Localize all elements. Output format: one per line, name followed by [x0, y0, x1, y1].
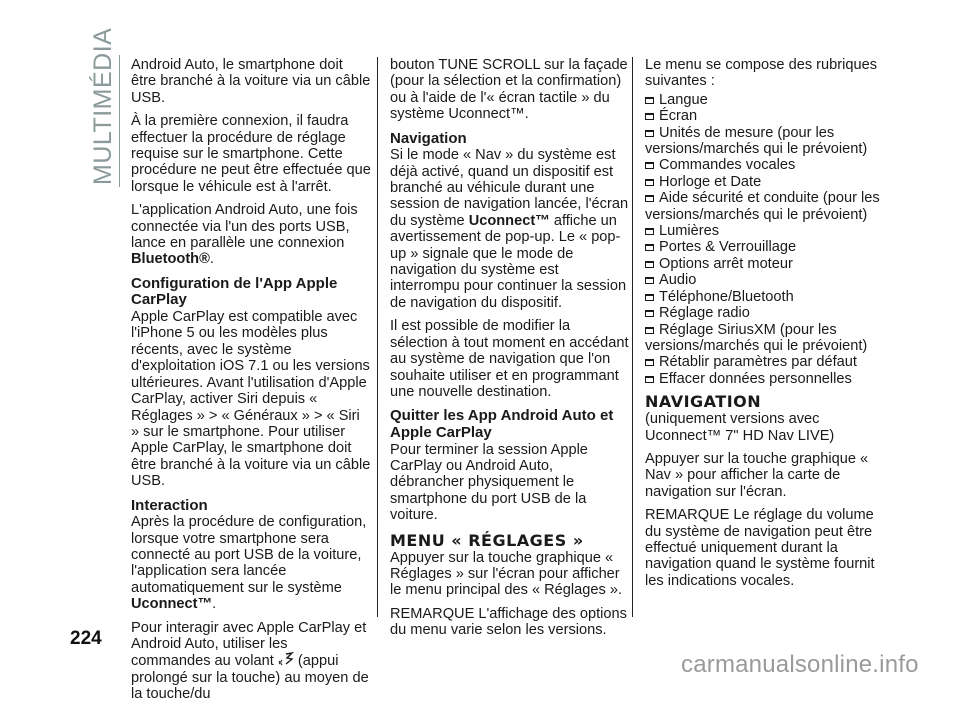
section-tab-label: MULTIMÉDIA	[89, 27, 117, 185]
list-item: Options arrêt moteur	[645, 256, 890, 272]
bold-term: Bluetooth®	[131, 251, 210, 268]
checkbox-bullet-icon	[645, 261, 654, 268]
list-item: Réglage radio	[645, 305, 890, 321]
heading-navigation-section: NAVIGATION	[645, 392, 762, 412]
section-tab	[88, 27, 118, 185]
paragraph: Appuyer sur la touche graphique « Nav » pour afficher la carte de navigation sur l'écran.	[645, 450, 869, 500]
bold-term: Uconnect™	[468, 212, 550, 229]
heading-quit-apps: Quitter les App Android Auto et Apple CarPlay	[390, 407, 614, 441]
column-divider	[377, 57, 378, 617]
paragraph: REMARQUE L'affichage des options du menu varie selon les versions.	[390, 605, 627, 639]
checkbox-bullet-icon	[645, 130, 654, 137]
checkbox-bullet-icon	[645, 179, 654, 186]
bold-term: Uconnect™	[131, 596, 213, 613]
checkbox-bullet-icon	[645, 277, 654, 284]
list-item: Lumières	[645, 223, 890, 239]
checkbox-bullet-icon	[645, 376, 654, 383]
checkbox-bullet-icon	[645, 228, 654, 235]
column-divider	[632, 57, 633, 617]
paragraph: REMARQUE Le réglage du volume du système de navigation peut être effectué uniquement durant la navigation quand le système fournit les indications vocales.	[645, 507, 875, 589]
list-item: Effacer données personnelles	[645, 371, 890, 387]
checkbox-bullet-icon	[645, 359, 654, 366]
checkbox-bullet-icon	[645, 327, 654, 334]
checkbox-bullet-icon	[645, 162, 654, 169]
list-item: Aide sécurité et conduite (pour les versions/marchés qui le prévoient)	[645, 190, 880, 223]
list-item: Réglage SiriusXM (pour les versions/marchés qui le prévoient)	[645, 321, 868, 354]
paragraph: (uniquement versions avec Uconnect™ 7" HD Nav LIVE)	[645, 411, 835, 444]
checkbox-bullet-icon	[645, 294, 654, 301]
paragraph: Il est possible de modifier la sélection à tout moment en accédant au système de navigation que l'on souhaite utiliser et en programmant une nouvelle destination.	[390, 318, 629, 400]
list-item: Écran	[645, 108, 890, 124]
paragraph: À la première connexion, il faudra effectuer la procédure de réglage requise sur le smartphone. Cette procédure ne peut être effectuée que lorsque le véhicule est à l'arrêt.	[131, 113, 371, 195]
list-item: Téléphone/Bluetooth	[645, 289, 890, 305]
paragraph: Pour terminer la session Apple CarPlay ou Android Auto, débrancher physiquement le smartphone du port USB de la voiture.	[390, 441, 588, 524]
list-item: Unités de mesure (pour les versions/marchés qui le prévoient)	[645, 124, 868, 158]
list-item: Horloge et Date	[645, 174, 890, 190]
paragraph: Appuyer sur la touche graphique « Réglages » sur l'écran pour afficher le menu principal des « Réglages ».	[390, 549, 623, 599]
list-item: Rétablir paramètres par défaut	[645, 354, 890, 370]
paragraph: Android Auto, le smartphone doit être branché à la voiture via un câble USB.	[131, 57, 371, 106]
watermark-link[interactable]: carmanualsonline.info	[681, 651, 919, 678]
checkbox-bullet-icon	[645, 310, 654, 317]
paragraph: Pour interagir avec Apple CarPlay et Android Auto, utiliser les commandes au volant (appui prolongé sur la touche) au moyen de la touche/du	[131, 619, 369, 703]
checkbox-bullet-icon	[645, 195, 654, 202]
paragraph: Après la procédure de configuration, lorsque votre smartphone sera connecté au port USB de la voiture, l'application sera lancée automatiquement sur le système Uconnect™.	[131, 514, 367, 613]
heading-interaction: Interaction	[131, 496, 208, 514]
heading-config-carplay: Configuration de l'App Apple CarPlay	[131, 274, 338, 309]
voice-steering-wheel-icon	[278, 652, 294, 666]
column-3	[645, 57, 890, 596]
paragraph: bouton TUNE SCROLL sur la façade (pour la sélection et la confirmation) ou à l'aide de l'« écran tactile » du système Uconnect™.	[390, 57, 628, 123]
settings-list	[645, 92, 890, 387]
paragraph: Si le mode « Nav » du système est déjà activé, quand un dispositif est branché au véhicule durant une session de navigation lancée, l'écran du système Uconnect™ affiche un avertissement de pop-up. Le « pop-up » signale que le mode de navigation du système est interrompu pour continuer la session de navigation du dispositif.	[390, 147, 629, 311]
heading-menu-reglages: MENU « RÉGLAGES »	[390, 530, 584, 550]
paragraph: Apple CarPlay est compatible avec l'iPhone 5 ou les modèles plus récents, avec le système d'exploitation iOS 7.1 ou les versions ultérieures. Avant l'utilisation d'Apple CarPlay, activer Siri depuis « Réglages » > « Généraux » > « Siri » sur le smartphone. Pour utiliser Apple CarPlay, le smartphone doit être branché à la voiture via un câble USB.	[131, 309, 371, 490]
list-item: Langue	[645, 92, 890, 108]
paragraph: L'application Android Auto, une fois connectée via l'un des ports USB, lance en parallèle une connexion Bluetooth®.	[131, 202, 358, 268]
column-1	[131, 57, 371, 710]
section-tab-rule	[119, 55, 120, 187]
checkbox-bullet-icon	[645, 97, 654, 104]
list-item: Portes & Verrouillage	[645, 239, 890, 255]
list-item: Commandes vocales	[645, 157, 890, 173]
heading-navigation: Navigation	[390, 129, 467, 147]
column-2	[390, 57, 630, 646]
page-number: 224	[70, 628, 102, 649]
checkbox-bullet-icon	[645, 113, 654, 120]
checkbox-bullet-icon	[645, 244, 654, 251]
paragraph: Le menu se compose des rubriques suivantes :	[645, 57, 878, 90]
list-item: Audio	[645, 272, 890, 288]
